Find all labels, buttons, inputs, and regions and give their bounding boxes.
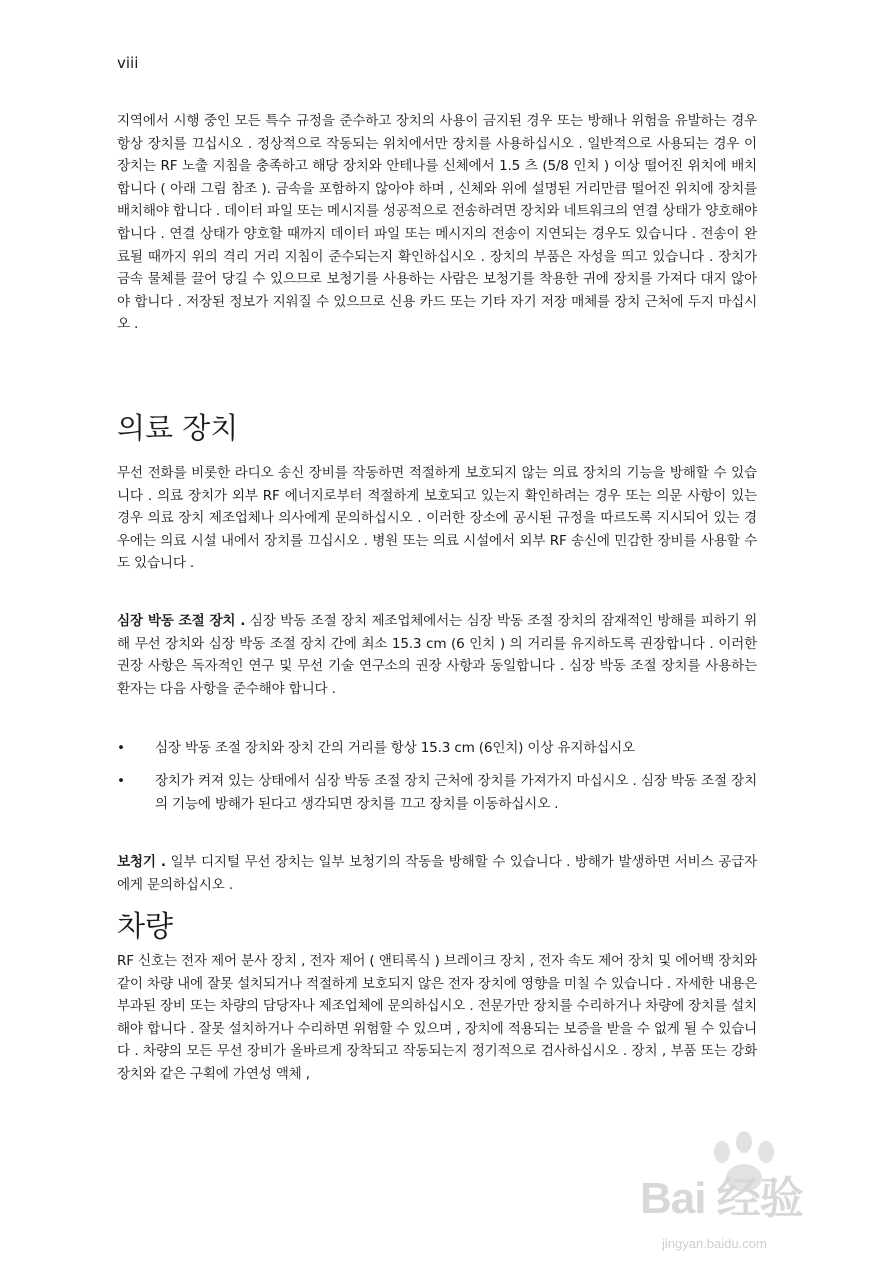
bullet-text: 심장 박동 조절 장치와 장치 간의 거리를 항상 15.3 cm (6인치) 이상 유지하십시오: [155, 740, 635, 756]
vehicles-heading: 차량: [117, 909, 174, 943]
watermark-brand: Bai 经验: [640, 1174, 803, 1223]
bullet-icon: •: [117, 740, 125, 756]
hearing-aid-paragraph: [117, 851, 757, 896]
medical-heading: 의료 장치: [117, 411, 239, 445]
intro-paragraph: 지역에서 시행 중인 모든 특수 규정을 준수하고 장치의 사용이 금지된 경우 또는 방해나 위험을 유발하는 경우 항상 장치를 끄십시오 . 정상적으로 작동되는 위치에서만 장치를 사용하십시오 . 일반적으로 사용되는 경우 이 장치는 RF 노출 지침을 충족하고 해당 장치와 안테나를 신체에서 1.5 츠 (5/8 인치 ) 이상 떨어진 위치에 배치합니다 ( 아래 그림 참조 ). 금속을 포함하지 않아야 하며 , 신체와 위에 설명된 거리만큼 떨어진 위치에 장치를 배치해야 합니다 . 데이터 파일 또는 메시지를 성공적으로 전송하려면 장치와 네트워크의 연결 상태가 양호해야 합니다 . 연결 상태가 양호할 때까지 데이터 파일 또는 메시지의 전송이 지연되는 경우도 있습니다 . 전송이 완료될 때까지 위의 격리 거리 지침이 준수되는지 확인하십시오 . 장치의 부품은 자성을 띄고 있습니다 . 장치가 금속 물체를 끌어 당길 수 있으므로 보청기를 사용하는 사람은 보청기를 착용한 귀에 장치를 가져다 대지 않아야 합니다 . 저장된 정보가 지워질 수 있으므로 신용 카드 또는 기타 자기 저장 매체를 장치 근처에 두지 마십시오 .: [117, 113, 757, 333]
watermark-url: jingyan.baidu.com: [662, 1236, 767, 1251]
page-number: viii: [117, 54, 139, 72]
baidu-watermark: [640, 1128, 880, 1268]
hearing-aid-lead: 보청기 .: [117, 854, 166, 870]
bullet-icon: •: [117, 773, 125, 789]
vehicles-paragraph: RF 신호는 전자 제어 분사 장치 , 전자 제어 ( 앤티록식 ) 브레이크 장치 , 전자 속도 제어 장치 및 에어백 장치와 같이 차량 내에 잘못 설치되거나 적절하게 보호되지 않은 전자 장치에 영향을 미칠 수 있습니다 . 자세한 내용은 부과된 장비 또는 차량의 담당자나 제조업체에 문의하십시오 . 전문가만 장치를 수리하거나 차량에 장치를 설치해야 합니다 . 잘못 설치하거나 수리하면 위험할 수 있으며 , 장치에 적용되는 보증을 받을 수 없게 될 수 있습니다 . 차량의 모든 무선 장비가 올바르게 장착되고 작동되는지 정기적으로 검사하십시오 . 장치 , 부품 또는 강화 장치와 같은 구획에 가연성 액체 ,: [117, 953, 757, 1082]
pacemaker-text: 심장 박동 조절 장치 제조업체에서는 심장 박동 조절 장치의 잠재적인 방해를 피하기 위해 무선 장치와 심장 박동 조절 장치 간에 최소 15.3 cm (6 인치 ) 의 거리를 유지하도록 권장합니다 . 이러한 권장 사항은 독자적인 연구 및 무선 기술 연구소의 권장 사항과 동일합니다 . 심장 박동 조절 장치를 사용하는 환자는 다음 사항을 준수해야 합니다 .: [117, 613, 757, 697]
medical-paragraph: 무선 전화를 비롯한 라디오 송신 장비를 작동하면 적절하게 보호되지 않는 의료 장치의 기능을 방해할 수 있습니다 . 의료 장치가 외부 RF 에너지로부터 적절하게 보호되고 있는지 확인하려는 경우 또는 의문 사항이 있는 경우 의료 장치 제조업체나 의사에게 문의하십시오 . 이러한 장소에 공시된 규정을 따르도록 지시되어 있는 경우에는 의료 시설 내에서 장치를 끄십시오 . 병원 또는 의료 시설에서 외부 RF 송신에 민감한 장비를 사용할 수도 있습니다 .: [117, 465, 757, 572]
pacemaker-paragraph: [117, 610, 757, 700]
bullet-text: 장치가 켜져 있는 상태에서 심장 박동 조절 장치 근처에 장치를 가져가지 마십시오 . 심장 박동 조절 장치의 기능에 방해가 된다고 생각되면 장치를 끄고 장치를 이동하십시오 .: [155, 773, 757, 812]
hearing-aid-text: 일부 디지털 무선 장치는 일부 보청기의 작동을 방해할 수 있습니다 . 방해가 발생하면 서비스 공급자에게 문의하십시오 .: [117, 854, 757, 893]
pacemaker-lead: 심장 박동 조절 장치 .: [117, 613, 246, 629]
